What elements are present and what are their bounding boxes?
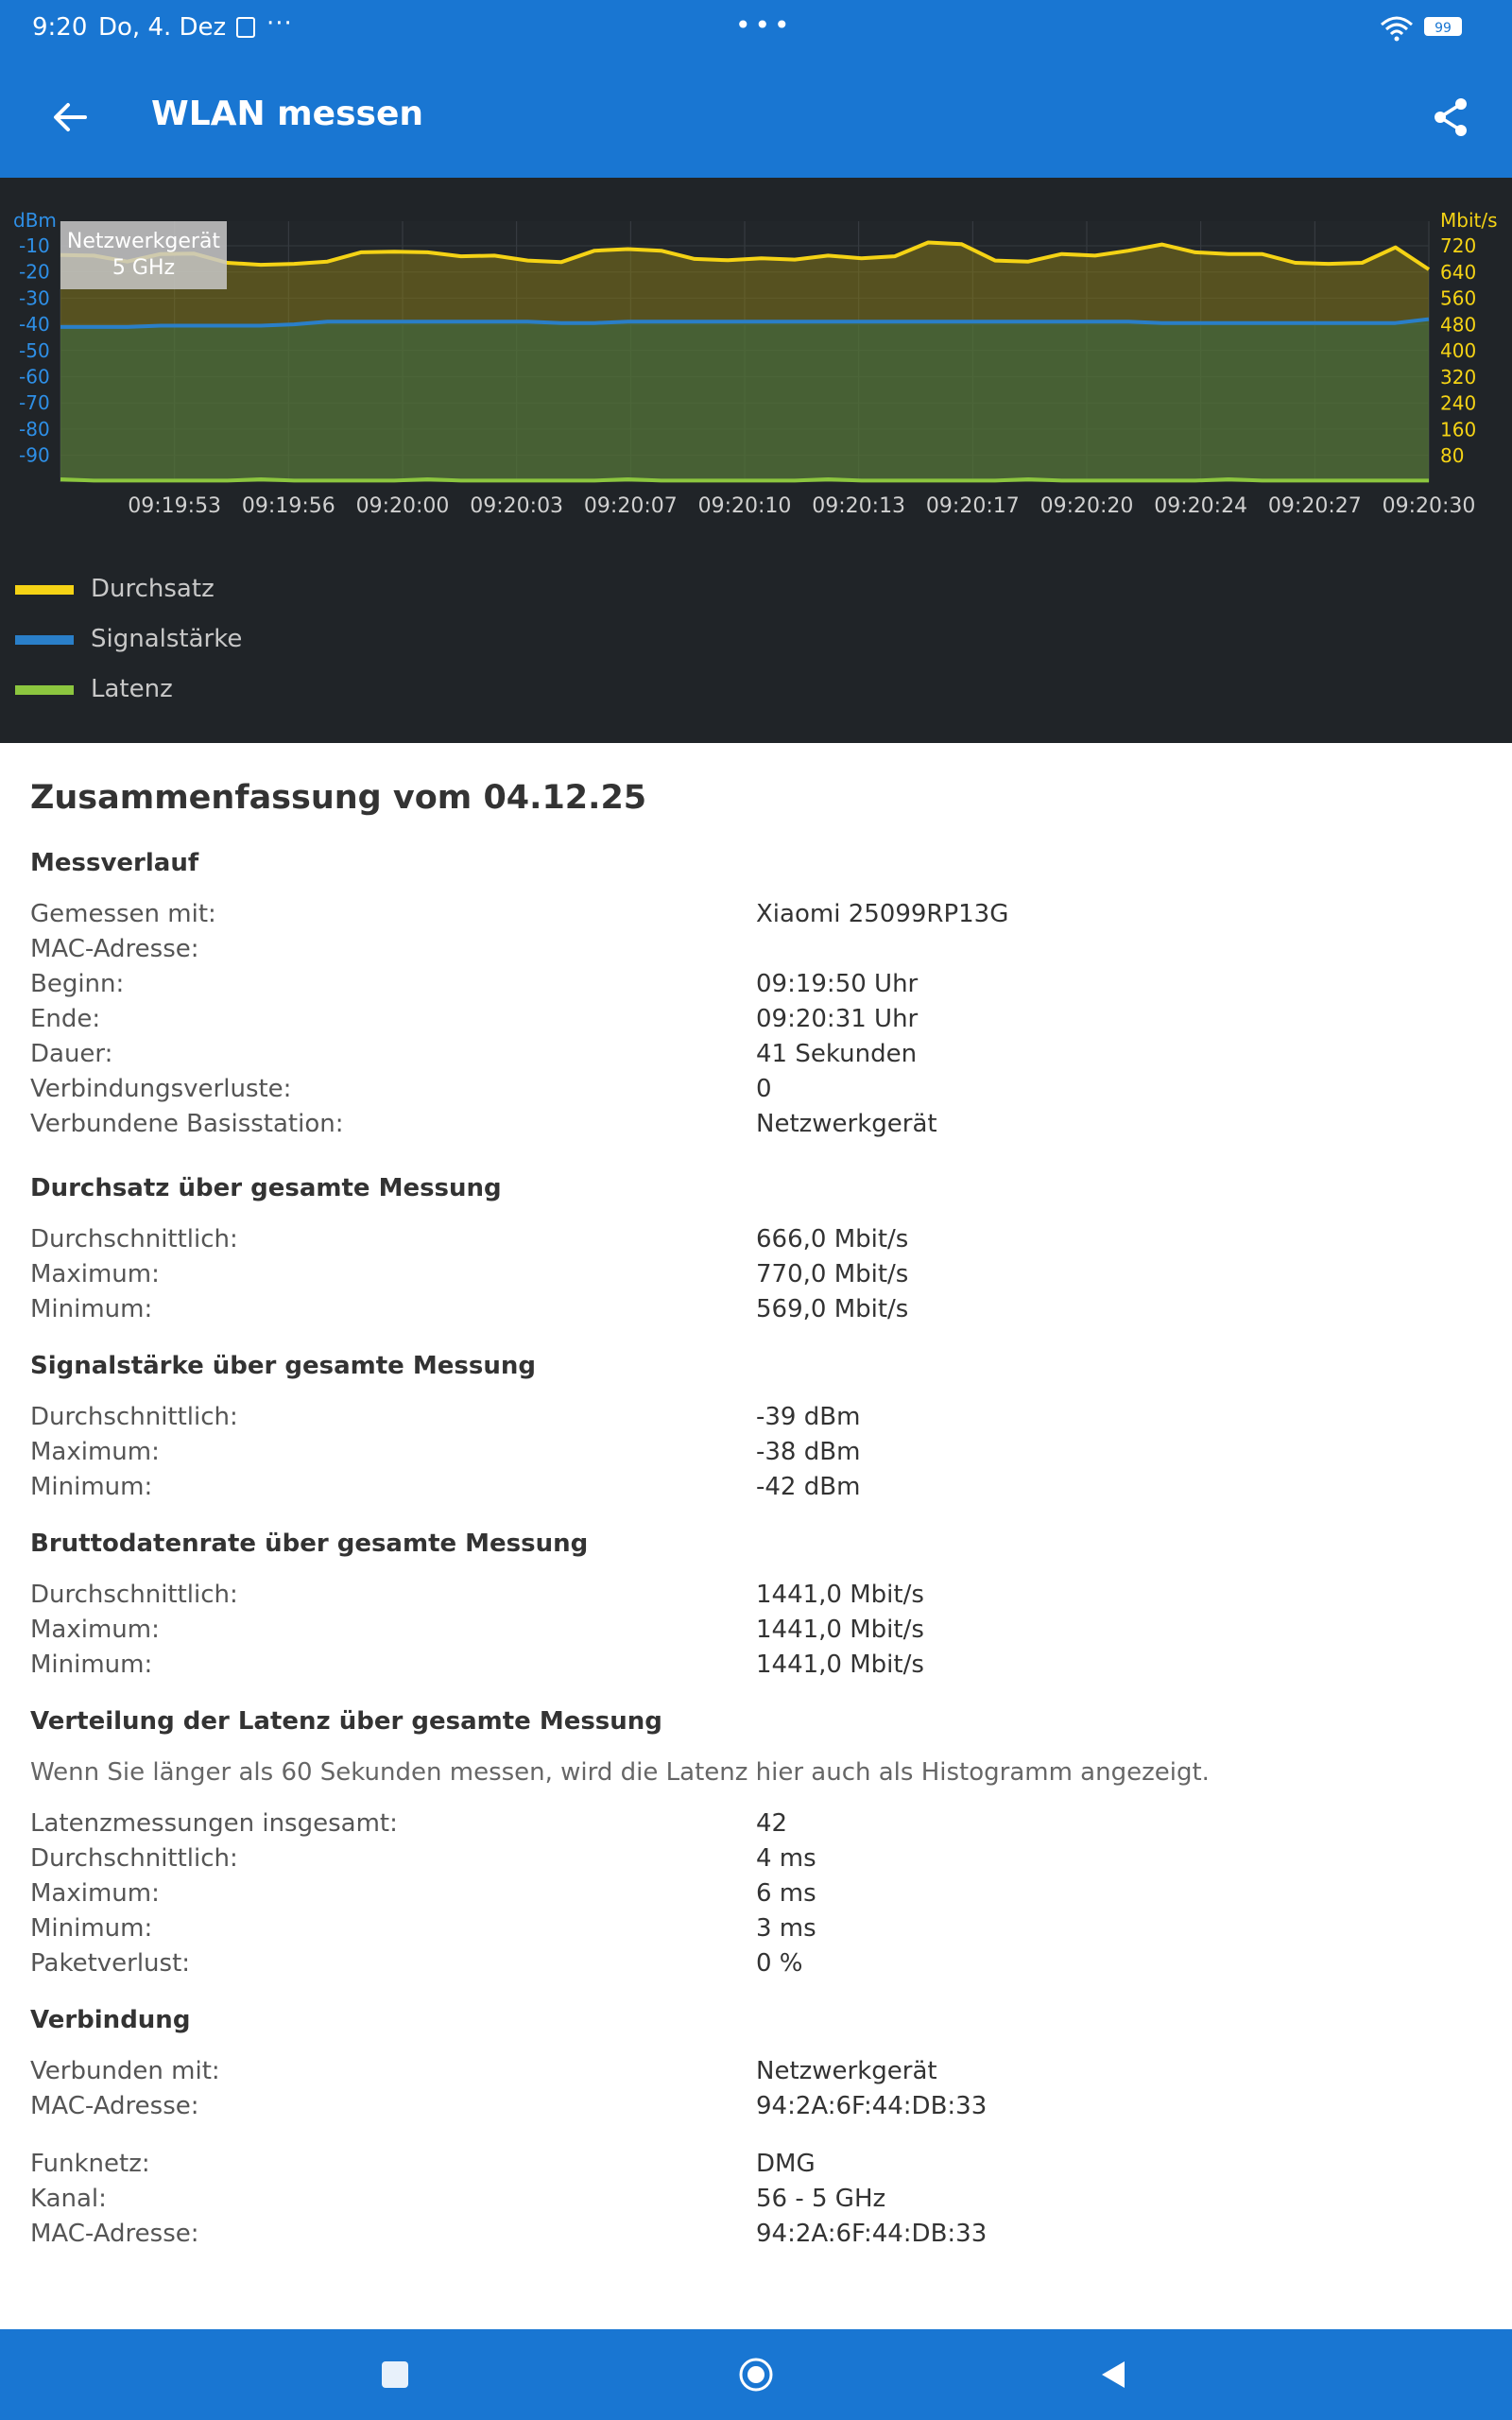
row-key: Paketverlust: [30, 1949, 191, 1978]
left-axis-tick: -10 [19, 234, 50, 257]
row-value: Xiaomi 25099RP13G [756, 900, 1009, 928]
latency-line [60, 479, 1429, 480]
row-value: -42 dBm [756, 1473, 861, 1501]
home-icon[interactable] [738, 2357, 774, 2393]
left-axis-tick: -40 [19, 313, 50, 337]
row-key: Maximum: [30, 1438, 160, 1466]
notification-copy-icon [236, 17, 255, 38]
row-key: MAC-Adresse: [30, 935, 199, 963]
status-time: 9:20 [32, 13, 88, 42]
more-notifications-icon: ··· [266, 9, 293, 38]
right-axis-tick: 80 [1440, 444, 1465, 467]
row-key: Gemessen mit: [30, 900, 216, 928]
left-axis-unit: dBm [13, 209, 57, 232]
section-heading-latenz: Verteilung der Latenz über gesamte Messung [30, 1707, 662, 1736]
row-key: Maximum: [30, 1616, 160, 1644]
x-axis-tick: 09:20:27 [1267, 494, 1362, 518]
row-key: Minimum: [30, 1651, 153, 1679]
legend-signal-swatch [15, 635, 74, 645]
legend-signal [15, 625, 242, 653]
x-axis-tick: 09:20:17 [925, 494, 1020, 518]
x-axis-tick: 09:20:30 [1382, 494, 1476, 518]
left-axis-tick: -20 [19, 260, 50, 284]
row-value: 42 [756, 1809, 788, 1838]
wifi-icon [1380, 15, 1414, 42]
x-axis-tick: 09:20:03 [470, 494, 564, 518]
right-axis-unit: Mbit/s [1440, 209, 1498, 232]
right-axis-tick: 640 [1440, 260, 1477, 284]
row-key: Beginn: [30, 970, 125, 998]
row-value: 1441,0 Mbit/s [756, 1651, 924, 1679]
x-axis-tick: 09:20:13 [812, 494, 906, 518]
measurement-chart[interactable] [0, 178, 1512, 743]
right-axis-tick: 320 [1440, 365, 1477, 389]
x-axis-tick: 09:19:56 [241, 494, 335, 518]
row-key: Funknetz: [30, 2150, 150, 2178]
row-value: 569,0 Mbit/s [756, 1295, 909, 1323]
right-axis-tick: 160 [1440, 418, 1477, 441]
x-axis-tick: 09:20:24 [1154, 494, 1248, 518]
navigation-bar [0, 2329, 1512, 2420]
row-value: 1441,0 Mbit/s [756, 1581, 924, 1609]
tooltip-band: 5 GHz [112, 256, 176, 280]
row-key: Latenzmessungen insgesamt: [30, 1809, 398, 1838]
row-key: Maximum: [30, 1260, 160, 1288]
row-key: Durchschnittlich: [30, 1225, 238, 1253]
legend-throughput [15, 575, 215, 603]
x-axis-tick: 09:19:53 [128, 494, 222, 518]
left-axis-tick: -30 [19, 286, 50, 310]
summary-title: Zusammenfassung vom 04.12.25 [30, 779, 647, 817]
section-heading-messverlauf: Messverlauf [30, 849, 199, 877]
battery-icon: 99 [1424, 17, 1462, 36]
row-key: Maximum: [30, 1879, 160, 1908]
row-value: Netzwerkgerät [756, 2057, 937, 2085]
status-dots-icon: ••• [735, 9, 794, 41]
row-value: Netzwerkgerät [756, 1110, 937, 1138]
app-bar [0, 57, 1512, 178]
row-value: 3 ms [756, 1914, 816, 1943]
row-value: 770,0 Mbit/s [756, 1260, 909, 1288]
latency-note: Wenn Sie länger als 60 Sekunden messen, wird die Latenz hier auch als Histogramm angezeigt. [30, 1758, 1210, 1787]
right-axis-tick: 560 [1440, 286, 1477, 310]
row-value: -38 dBm [756, 1438, 861, 1466]
row-key: MAC-Adresse: [30, 2220, 199, 2248]
right-axis-tick: 240 [1440, 391, 1477, 415]
row-value: 94:2A:6F:44:DB:33 [756, 2220, 988, 2248]
status-bar [0, 0, 1512, 57]
section-heading-durchsatz: Durchsatz über gesamte Messung [30, 1174, 502, 1202]
left-axis-tick: -60 [19, 365, 50, 389]
row-value: 6 ms [756, 1879, 816, 1908]
signal-area [60, 320, 1429, 482]
row-value: 0 [756, 1075, 772, 1103]
row-value: -39 dBm [756, 1403, 861, 1431]
section-heading-verbindung: Verbindung [30, 2006, 191, 2034]
chart-panel [0, 178, 1512, 743]
tooltip-device: Netzwerkgerät [66, 230, 221, 253]
row-key: Verbunden mit: [30, 2057, 220, 2085]
row-value: 4 ms [756, 1844, 816, 1873]
row-key: Kanal: [30, 2185, 107, 2213]
page-title: WLAN messen [151, 95, 423, 133]
legend-latency-label: Latenz [91, 675, 173, 703]
chart-tooltip [60, 221, 227, 289]
back-arrow-icon[interactable] [42, 89, 98, 146]
row-value: 09:20:31 Uhr [756, 1005, 919, 1033]
legend-latency [15, 675, 173, 703]
left-axis-tick: -70 [19, 391, 50, 415]
left-axis-tick: -90 [19, 443, 50, 467]
row-value: 0 % [756, 1949, 803, 1978]
recent-apps-icon[interactable] [382, 2361, 408, 2388]
left-axis-tick: -50 [19, 338, 50, 362]
row-key: Minimum: [30, 1295, 153, 1323]
x-axis-tick: 09:20:00 [355, 494, 450, 518]
row-value: 56 - 5 GHz [756, 2185, 886, 2213]
row-value: 09:19:50 Uhr [756, 970, 919, 998]
row-key: Verbindungsverluste: [30, 1075, 292, 1103]
row-key: Durchschnittlich: [30, 1844, 238, 1873]
legend-throughput-swatch [15, 585, 74, 595]
legend-latency-swatch [15, 685, 74, 695]
row-value: DMG [756, 2150, 816, 2178]
row-key: Durchschnittlich: [30, 1581, 238, 1609]
section-heading-signal: Signalstärke über gesamte Messung [30, 1352, 536, 1380]
row-value: 666,0 Mbit/s [756, 1225, 909, 1253]
row-key: Minimum: [30, 1473, 153, 1501]
section-heading-brutto: Bruttodatenrate über gesamte Messung [30, 1530, 589, 1558]
legend-throughput-label: Durchsatz [91, 575, 215, 603]
row-value: 1441,0 Mbit/s [756, 1616, 924, 1644]
right-axis-tick: 720 [1440, 234, 1477, 257]
row-key: Minimum: [30, 1914, 153, 1943]
row-value: 41 Sekunden [756, 1040, 918, 1068]
row-key: Ende: [30, 1005, 101, 1033]
row-key: Dauer: [30, 1040, 113, 1068]
x-axis-tick: 09:20:10 [697, 494, 792, 518]
row-value: 94:2A:6F:44:DB:33 [756, 2092, 988, 2120]
legend-signal-label: Signalstärke [91, 625, 243, 653]
right-axis-tick: 400 [1440, 339, 1477, 362]
row-key: Durchschnittlich: [30, 1403, 238, 1431]
x-axis-tick: 09:20:07 [583, 494, 678, 518]
share-icon[interactable] [1423, 89, 1480, 146]
right-axis-tick: 480 [1440, 313, 1477, 337]
x-axis-tick: 09:20:20 [1040, 494, 1134, 518]
status-date: Do, 4. Dez [98, 13, 227, 42]
row-key: Verbundene Basisstation: [30, 1110, 344, 1138]
nav-back-icon[interactable] [1096, 2358, 1130, 2392]
row-key: MAC-Adresse: [30, 2092, 199, 2120]
left-axis-tick: -80 [19, 417, 50, 441]
